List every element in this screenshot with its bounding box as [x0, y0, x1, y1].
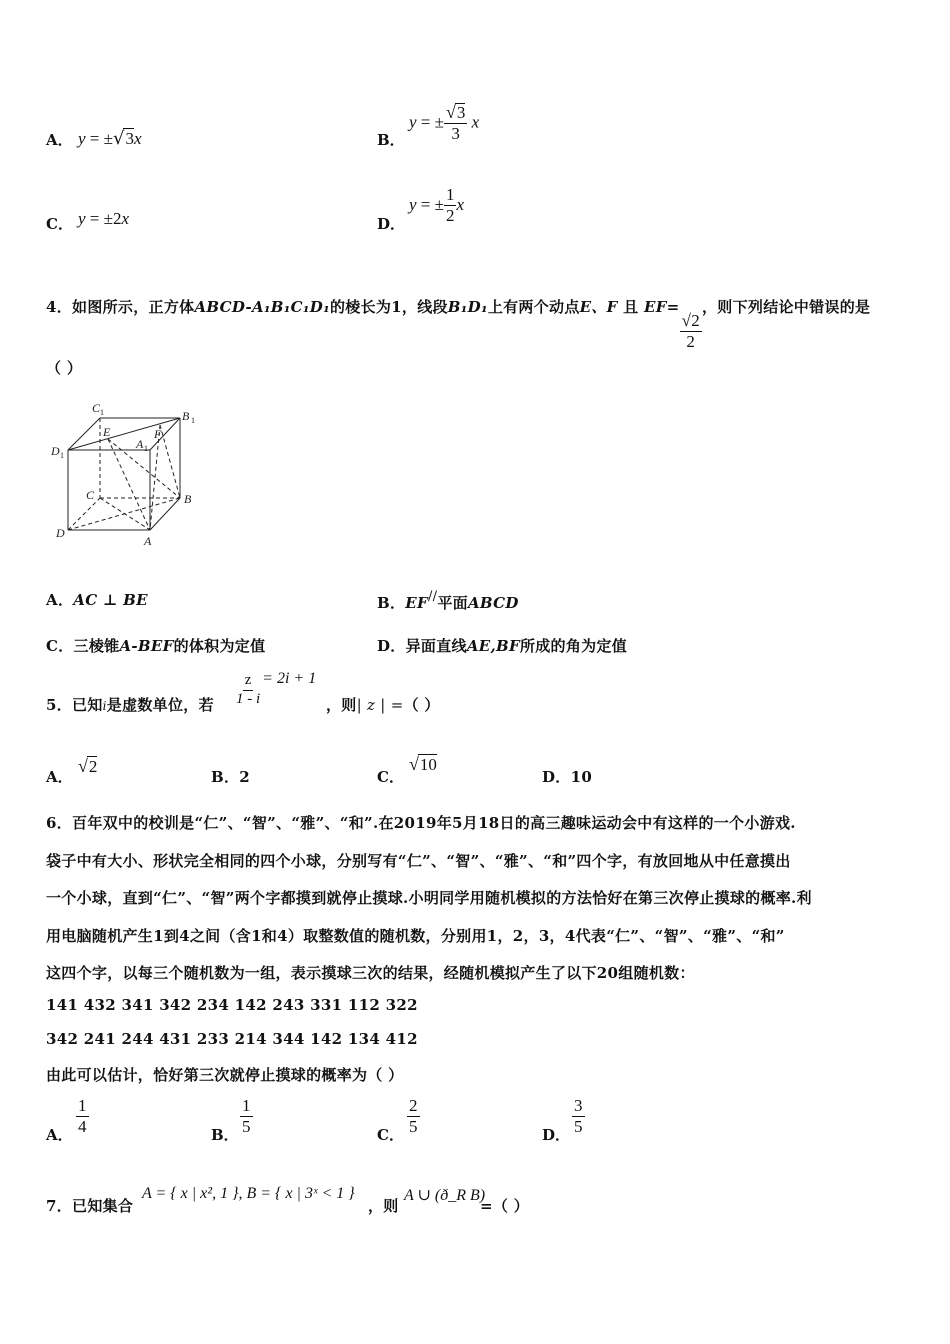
q4-option-b-text: EF	[405, 594, 428, 612]
q5-option-d-value: 10	[570, 768, 593, 786]
q3-option-d-formula: y = ± $\frac{1}{2}$ x	[409, 185, 465, 225]
q6-line-1: 6．百年双中的校训是“仁”、“智”、“雅”、“和”.在2019年5月18日的高三趣味运动会中有这样的一个小游戏.	[46, 814, 796, 832]
q3-option-c-label: C．	[46, 215, 73, 233]
q5-option-b-label: B．	[211, 768, 240, 786]
q5-option-c-label: C．	[377, 768, 404, 786]
q4-option-a-text: AC ⊥ BE	[73, 591, 148, 609]
q4-option-a-label: A．	[46, 591, 74, 609]
q7-set-a: A = { x | x², 1 }	[142, 1185, 239, 1202]
q6-option-b-label: B．	[211, 1126, 239, 1144]
q3-option-a-label: A．	[46, 131, 73, 149]
q7-set-b: , B = { x | 3ˣ < 1 }	[238, 1185, 355, 1202]
diag-db-hidden	[68, 498, 180, 530]
q5-fraction: $\frac{z}{1 - i}$	[236, 672, 261, 707]
q4-option-b-parallel: //	[427, 589, 438, 604]
q4-option-c-text2: 的体积为定值	[173, 637, 266, 655]
label-c1: C	[92, 401, 101, 415]
q4-cube: ABCD-A₁B₁C₁D₁	[194, 298, 330, 316]
label-b1-sub: 1	[191, 416, 195, 425]
q4-option-b-plane: ABCD	[467, 594, 519, 612]
q6-option-d-label: D．	[542, 1126, 571, 1144]
label-a: A	[144, 534, 152, 548]
q5-option-b	[211, 766, 250, 787]
q4-mid: 的棱长为1，线段	[329, 298, 448, 316]
q6-line-2: 袋子中有大小、形状完全相同的四个小球，分别写有“仁”、“智”、“雅”、“和”四个字，有放回地从中任意摸出	[46, 852, 791, 870]
q6-option-a-label: A．	[46, 1126, 73, 1144]
q7-tail: ，则	[368, 1197, 399, 1215]
q5-i: i	[102, 699, 107, 713]
q6-random-row-1: 141 432 341 342 234 142 243 331 112 322	[46, 996, 418, 1014]
q5-option-c-value: √10	[409, 754, 437, 774]
q5-option-d	[542, 766, 592, 787]
q4-ef-eq: EF=	[644, 298, 680, 316]
q5-option-a-value: √2	[78, 756, 98, 776]
q4-ef-points: E、F	[579, 298, 618, 316]
q4-and: 且	[623, 298, 639, 316]
q5-stem	[46, 694, 214, 715]
q6-option-d-fraction: $\frac{3}{5}$	[574, 1096, 583, 1136]
label-a1-sub: 1	[144, 444, 148, 453]
q5-lead: 5．已知	[46, 696, 103, 714]
q6-line-3: 一个小球，直到“仁”、“智”两个字都摸到就停止摸球.小明同学用随机模拟的方法恰好在第三次停止摸球的概率.利	[46, 889, 812, 907]
q7-eq: =（ ）	[480, 1197, 529, 1215]
q4-option-d	[377, 635, 627, 656]
q4-tail: ，则下列结论中错误的是	[702, 298, 871, 316]
q3-option-b-label: B．	[377, 131, 405, 149]
label-b: B	[184, 492, 192, 506]
q5-option-a-label: A．	[46, 768, 73, 786]
label-d: D	[56, 526, 65, 540]
q3-option-b-formula: y = ± $\frac{√3}{3}$ x	[409, 102, 480, 143]
q4-option-a	[46, 589, 148, 610]
q3-option-d-label: D．	[377, 215, 406, 233]
q4-option-c-text: 三棱锥	[73, 637, 120, 655]
q3-option-a-formula: y = ±√3x	[78, 128, 142, 149]
q4-seg: B₁D₁	[447, 298, 488, 316]
q5-paren: （ ）	[403, 696, 440, 714]
q4-lead: 4．如图所示，正方体	[46, 298, 195, 316]
label-d1: D	[51, 444, 60, 458]
q7-lead: 7．已知集合	[46, 1197, 134, 1215]
label-c: C	[86, 488, 95, 502]
q5-equation	[234, 670, 316, 708]
q6-option-c-label: C．	[377, 1126, 404, 1144]
q5-option-b-value: 2	[239, 768, 251, 786]
q7-expr: A ∪ (ð_R B)	[404, 1187, 486, 1204]
q6-option-a-fraction: $\frac{1}{4}$	[78, 1096, 87, 1136]
q5-rhs: = 2i + 1	[262, 670, 317, 687]
diag-ca-hidden	[100, 498, 150, 530]
q4-option-c-solid: A-BEF	[119, 637, 174, 655]
q4-paren: （ ）	[46, 359, 83, 377]
q4-fraction: $\frac{√2}{2}$	[681, 311, 700, 351]
q5-tail-group	[326, 694, 440, 715]
q6-option-c-fraction: $\frac{2}{5}$	[409, 1096, 418, 1136]
q3-option-c-formula: y = ±2x	[78, 209, 130, 228]
q4-option-b-label: B．	[377, 594, 406, 612]
q4-option-c	[46, 635, 265, 656]
label-a1: A	[136, 437, 144, 451]
q6-line-4: 用电脑随机产生1到4之间（含1和4）取整数值的随机数，分别用1，2，3，4代表“仁”、“智”、“雅”、“和”	[46, 927, 785, 945]
q5-option-d-label: D．	[542, 768, 571, 786]
q6-option-b-fraction: $\frac{1}{5}$	[242, 1096, 251, 1136]
q4-mid2: 上有两个动点	[487, 298, 580, 316]
label-e: E	[103, 425, 111, 439]
label-f: F	[154, 427, 162, 441]
q6-question: 由此可以估计，恰好第三次就停止摸球的概率为（ ）	[46, 1066, 404, 1084]
q4-option-c-label: C．	[46, 637, 74, 655]
q4-option-d-text: 异面直线	[405, 637, 467, 655]
q7-sets	[142, 1185, 355, 1203]
q5-mid: 是虚数单位，若	[106, 696, 214, 714]
q4-option-b	[377, 589, 519, 613]
label-c1-sub: 1	[100, 408, 104, 417]
q6-random-row-2: 342 241 244 431 233 214 344 142 134 412	[46, 1030, 418, 1048]
q4-option-d-lines: AE,BF	[466, 637, 520, 655]
label-b1: B	[182, 409, 190, 423]
q4-stem	[46, 296, 870, 351]
q6-line-5: 这四个字，以每三个随机数为一组，表示摸球三次的结果，经随机模拟产生了以下20组随机数：	[46, 964, 695, 982]
q5-absz: | z | =	[356, 696, 404, 714]
q4-option-d-text2: 所成的角为定值	[519, 637, 628, 655]
cube-figure	[48, 398, 208, 550]
label-d1-sub: 1	[60, 451, 64, 460]
q4-option-b-text2: 平面	[437, 594, 468, 612]
segment-b1d1	[68, 418, 180, 450]
q5-tail: ，则	[326, 696, 357, 714]
q4-option-d-label: D．	[377, 637, 406, 655]
